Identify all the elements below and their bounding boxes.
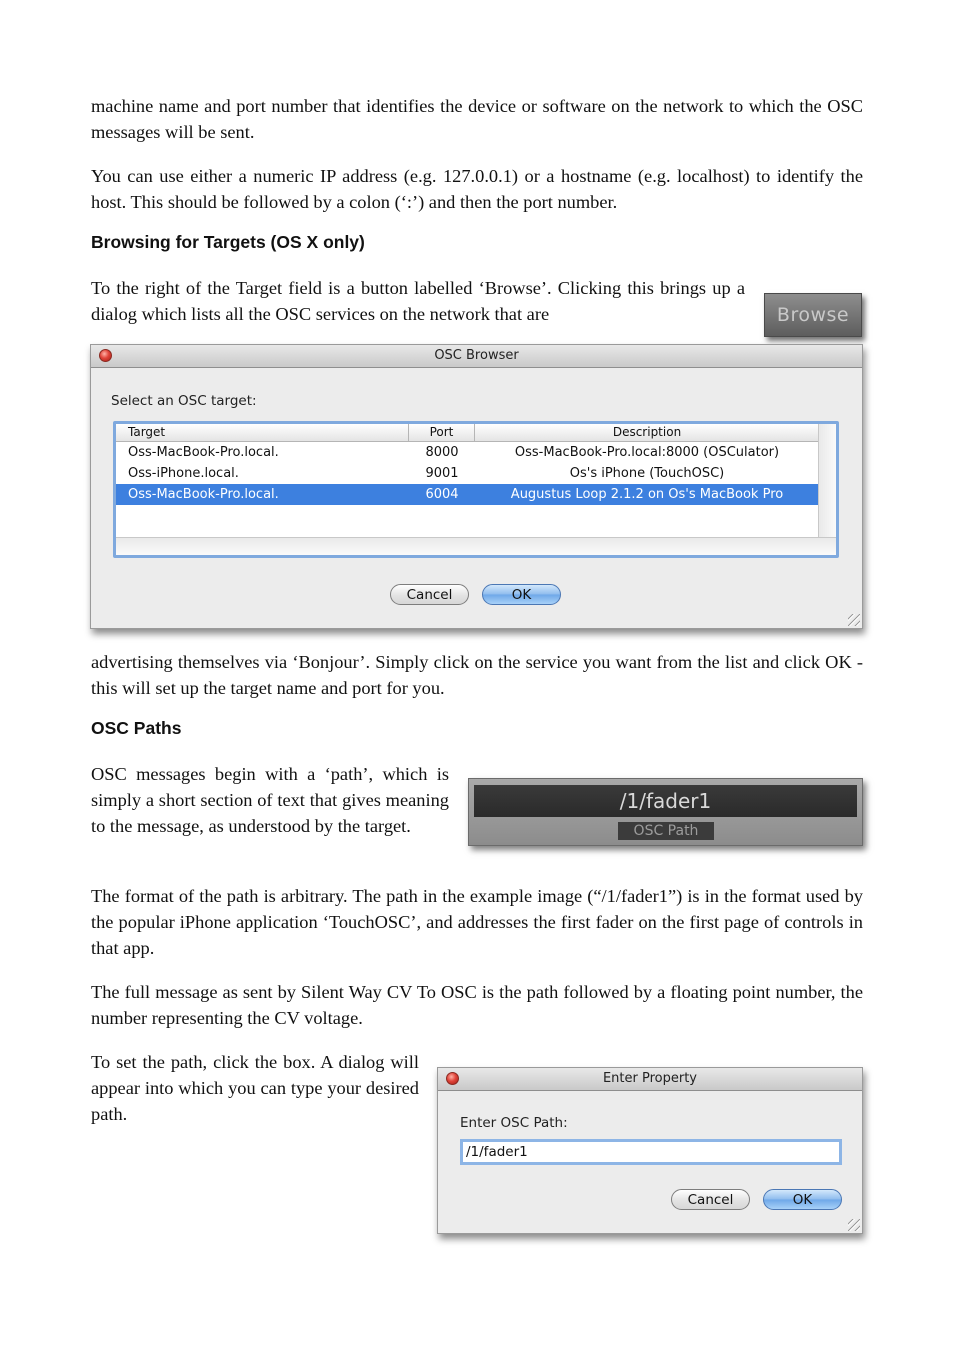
row-port: 9001 xyxy=(425,466,459,481)
osc-path-widget-image xyxy=(468,778,863,846)
table-header xyxy=(116,424,819,442)
resize-grip-icon[interactable] xyxy=(848,614,860,626)
osc-browser-titlebar xyxy=(91,345,862,368)
enter-osc-path-label: Enter OSC Path: xyxy=(460,1115,568,1131)
osc-target-table[interactable] xyxy=(113,421,839,558)
osc-browser-title: OSC Browser xyxy=(434,348,519,363)
paragraph-set-path: To set the path, click the box. A dialog will appear into which you can type your desired path. xyxy=(91,1052,419,1124)
row-description: Os's iPhone (TouchOSC) xyxy=(569,466,725,481)
row-target: Oss-MacBook-Pro.local. xyxy=(128,445,279,460)
row-target: Oss-MacBook-Pro.local. xyxy=(128,487,279,502)
enter-property-titlebar xyxy=(438,1068,862,1091)
select-target-label: Select an OSC target: xyxy=(111,393,257,409)
paragraph-browse-intro: To the right of the Target field is a button labelled ‘Browse’. Clicking this brings up a dialog which lists all the OSC services on the network that are xyxy=(91,278,745,324)
heading-osc-paths: OSC Paths xyxy=(91,718,182,738)
paragraph-host-format: You can use either a numeric IP address (e.g. 127.0.0.1) or a hostname (e.g. localhost) to identify the host. This should be followed by a colon (‘:’) and then the port number. xyxy=(91,166,863,212)
browse-button-label: Browse xyxy=(776,304,850,326)
horizontal-scrollbar[interactable] xyxy=(116,537,836,555)
paragraph-target-intro: machine name and port number that identifies the device or software on the network to which the OSC messages will be sent. xyxy=(91,96,863,142)
row-target: Oss-iPhone.local. xyxy=(128,466,239,481)
row-port: 6004 xyxy=(425,487,459,502)
paragraph-path-format: The format of the path is arbitrary. The path in the example image (“/1/fader1”) is in the format used by the popular iPhone application ‘TouchOSC’, and addresses the first fader on the first page of controls in that app. xyxy=(91,886,863,958)
cancel-button[interactable]: Cancel xyxy=(671,1189,750,1210)
osc-path-caption: OSC Path xyxy=(618,822,714,840)
column-header-description[interactable]: Description xyxy=(612,425,682,439)
heading-browsing-targets: Browsing for Targets (OS X only) xyxy=(91,232,365,252)
paragraph-bonjour: advertising themselves via ‘Bonjour’. Simply click on the service you want from the list and click OK - this will set up the target name and port for you. xyxy=(91,652,863,698)
enter-property-window xyxy=(437,1067,863,1234)
paragraph-full-message: The full message as sent by Silent Way CV To OSC is the path followed by a floating point number, the number representing the CV voltage. xyxy=(91,982,863,1028)
column-header-port[interactable]: Port xyxy=(409,424,475,441)
ok-button[interactable]: OK xyxy=(763,1189,842,1210)
ok-button[interactable]: OK xyxy=(482,584,561,605)
resize-grip-icon[interactable] xyxy=(848,1219,860,1231)
table-row-selected[interactable] xyxy=(116,484,819,505)
enter-property-title: Enter Property xyxy=(602,1071,698,1086)
browse-button-image xyxy=(764,293,862,337)
osc-browser-window xyxy=(90,344,863,629)
vertical-scrollbar[interactable] xyxy=(818,424,836,538)
row-description: Oss-MacBook-Pro.local:8000 (OSCulator) xyxy=(514,445,780,460)
row-port: 8000 xyxy=(425,445,459,460)
paragraph-osc-path-intro: OSC messages begin with a ‘path’, which is simply a short section of text that gives meaning to the message, as understood by the target. xyxy=(91,764,449,836)
cancel-button[interactable]: Cancel xyxy=(390,584,469,605)
table-row[interactable] xyxy=(116,442,819,463)
column-header-target[interactable]: Target xyxy=(116,424,409,441)
osc-path-input[interactable]: /1/fader1 xyxy=(460,1139,842,1165)
row-description: Augustus Loop 2.1.2 on Os's MacBook Pro xyxy=(510,487,784,502)
close-icon[interactable] xyxy=(99,349,112,362)
osc-path-value: /1/fader1 xyxy=(474,785,857,817)
table-row[interactable] xyxy=(116,463,819,484)
close-icon[interactable] xyxy=(446,1072,459,1085)
